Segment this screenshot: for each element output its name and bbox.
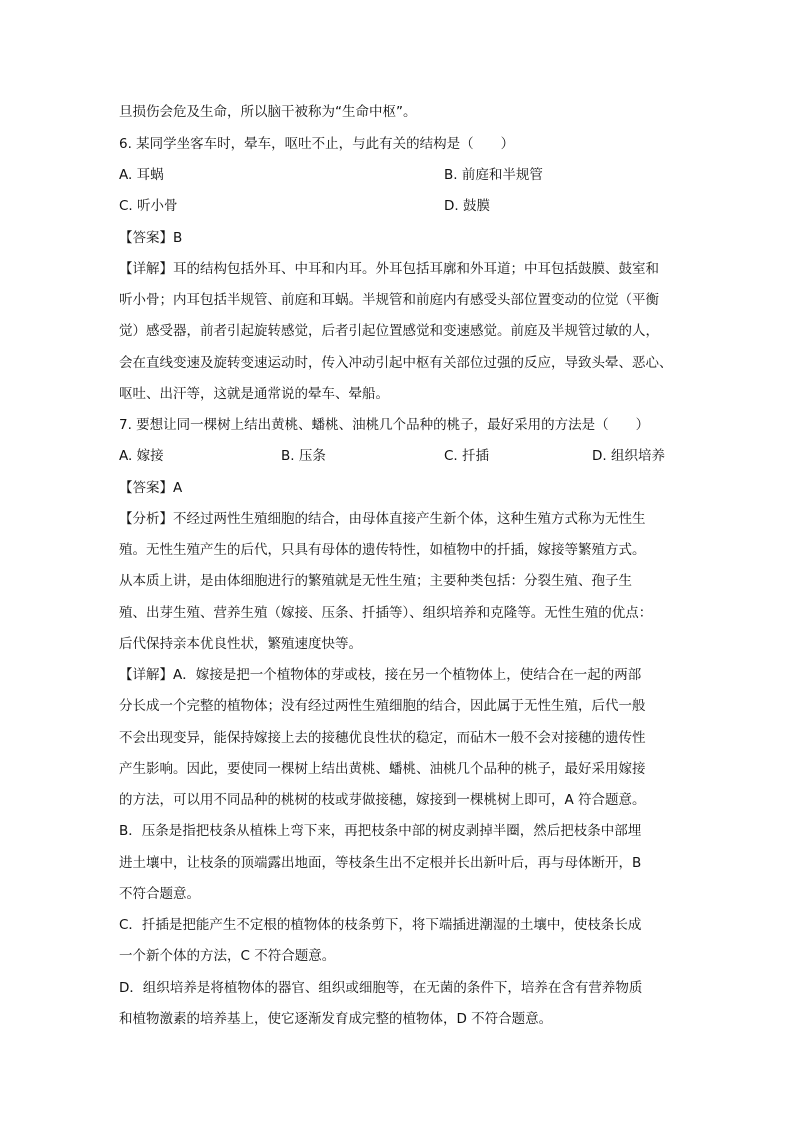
detail-line: 的方法，可以用不同品种的桃树的枝或芽做接穗，嫁接到一棵桃树上即可，A 符合题意。 — [119, 792, 646, 808]
detail-line: 进土壤中，让枝条的顶端露出地面，等枝条生出不定根并长出新叶后，再与母体断开，B — [119, 855, 642, 871]
option-d: D. 鼓膜 — [444, 198, 490, 214]
detail-line: 不符合题意。 — [119, 886, 200, 902]
option-a: A. 耳蜗 — [119, 167, 164, 183]
option-c: C. 扦插 — [444, 448, 490, 464]
detail-line: 不会出现变异，能保持嫁接上去的接穗优良性状的稳定，而砧木一般不会对接穗的遗传性 — [119, 730, 646, 746]
option-b: B. 前庭和半规管 — [444, 167, 543, 183]
detail-line: 听小骨；内耳包括半规管、前庭和耳蜗。半规管和前庭内有感受头部位置变动的位觉（平衡 — [119, 292, 659, 308]
detail-line: 分长成一个完整的植物体；没有经过两性生殖细胞的结合，因此属于无性生殖，后代一般 — [119, 698, 646, 714]
detail-line: C．扦插是把能产生不定根的植物体的枝条剪下，将下端插进潮湿的土壤中，使枝条长成 — [119, 917, 642, 933]
analysis-line: 从本质上讲，是由体细胞进行的繁殖就是无性生殖；主要种类包括：分裂生殖、孢子生 — [119, 573, 632, 589]
option-b: B. 压条 — [281, 448, 326, 464]
analysis-line: 殖。无性生殖产生的后代，只具有母体的遗传特性，如植物中的扦插，嫁接等繁殖方式。 — [119, 542, 646, 558]
text-line: 旦损伤会危及生命，所以脑干被称为“生命中枢”。 — [119, 104, 417, 120]
analysis-line: 【分析】不经过两性生殖细胞的结合，由母体直接产生新个体，这种生殖方式称为无性生 — [119, 511, 646, 527]
option-d: D. 组织培养 — [592, 448, 665, 464]
question-6: 6. 某同学坐客车时，晕车，呕吐不止，与此有关的结构是（ ） — [119, 136, 515, 152]
analysis-line: 殖、出芽生殖、营养生殖（嫁接、压条、扦插等）、组织培养和克隆等。无性生殖的优点： — [119, 605, 653, 621]
detail-line: 【详解】耳的结构包括外耳、中耳和内耳。外耳包括耳廓和外耳道；中耳包括鼓膜、鼓室和 — [119, 261, 659, 277]
detail-line: 【详解】A．嫁接是把一个植物体的芽或枝，接在另一个植物体上，使结合在一起的两部 — [119, 667, 642, 683]
detail-line: D．组织培养是将植物体的器官、组织或细胞等，在无菌的条件下，培养在含有营养物质 — [119, 980, 643, 996]
detail-line: 呕吐、出汗等，这就是通常说的晕车、晕船。 — [119, 386, 389, 402]
answer-7: 【答案】A — [119, 480, 183, 496]
detail-line: B．压条是指把枝条从植株上弯下来，再把枝条中部的树皮剥掉半圈，然后把枝条中部埋 — [119, 823, 642, 839]
question-7: 7. 要想让同一棵树上结出黄桃、蟠桃、油桃几个品种的桃子，最好采用的方法是（ ） — [119, 417, 650, 433]
option-a: A. 嫁接 — [119, 448, 164, 464]
detail-line: 会在直线变速及旋转变速运动时，传入冲动引起中枢有关部位过强的反应，导致头晕、恶心、 — [119, 355, 673, 371]
detail-line: 产生影响。因此，要使同一棵树上结出黄桃、蟠桃、油桃几个品种的桃子，最好采用嫁接 — [119, 761, 646, 777]
detail-line: 和植物激素的培养基上，使它逐渐发育成完整的植物体，D 不符合题意。 — [119, 1011, 553, 1027]
detail-line: 一个新个体的方法，C 不符合题意。 — [119, 948, 336, 964]
answer-6: 【答案】B — [119, 230, 183, 246]
option-c: C. 听小骨 — [119, 198, 178, 214]
detail-line: 觉）感受器，前者引起旋转感觉，后者引起位置感觉和变速感觉。前庭及半规管过敏的人， — [119, 323, 659, 339]
analysis-line: 后代保持亲本优良性状，繁殖速度快等。 — [119, 636, 362, 652]
